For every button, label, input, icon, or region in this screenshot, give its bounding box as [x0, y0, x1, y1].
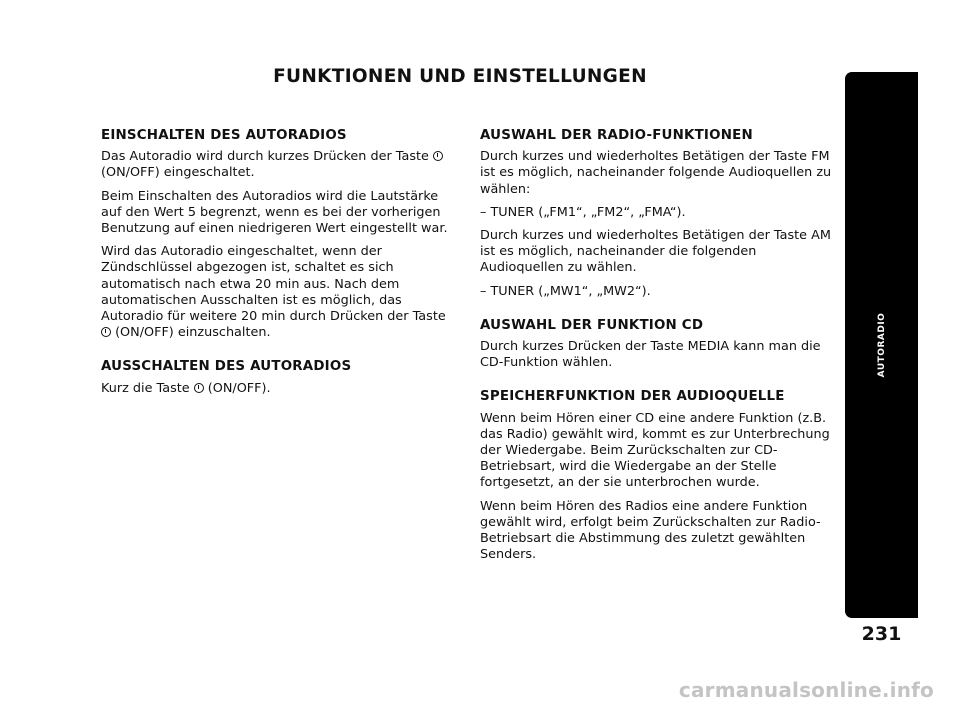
paragraph-radio-4: – TUNER („MW1“, „MW2“).	[480, 283, 651, 299]
text: (ON/OFF).	[203, 380, 271, 396]
heading-speicherfunktion: SPEICHERFUNKTION DER AUDIOQUELLE	[480, 389, 785, 405]
page-number: 231	[861, 623, 902, 645]
text: (ON/OFF) einzuschalten.	[111, 325, 271, 341]
paragraph-radio-2: – TUNER („FM1“, „FM2“, „FMA“).	[480, 204, 686, 220]
paragraph-radio-3: Durch kurzes und wiederholtes Betätigen der Taste AM ist es möglich, nacheinander die folgenden Audioquellen zu wählen.	[480, 228, 831, 276]
power-icon	[101, 327, 111, 337]
power-icon	[194, 383, 204, 393]
paragraph-radio-1: Durch kurzes und wiederholtes Betätigen der Taste FM ist es möglich, nacheinander folgende Audioquellen zu wählen:	[480, 149, 832, 197]
left-column	[101, 128, 457, 404]
paragraph-einschalten-2: Beim Einschalten des Autoradios wird die Lautstärke auf den Wert 5 begrenzt, wenn es bei der vorherigen Benutzung auf einen niedrigeren Wert eingestellt war.	[101, 188, 448, 237]
paragraph-cd: Durch kurzes Drücken der Taste MEDIA kann man die CD-Funktion wählen.	[480, 339, 821, 371]
watermark: carmanualsonline.info	[678, 678, 934, 702]
text: Das Autoradio wird durch kurzes Drücken der Taste	[101, 149, 433, 165]
paragraph-speicher-1: Wenn beim Hören einer CD eine andere Funktion (z.B. das Radio) gewählt wird, kommt es zur Unterbrechung der Wiedergabe. Beim Zurückschalten zur CD-Betriebsart, wird die Wiedergabe an der Stelle fortgesetzt, an der sie unterbrochen wurde.	[480, 410, 830, 491]
paragraph-einschalten-1	[101, 149, 457, 181]
heading-einschalten: EINSCHALTEN DES AUTORADIOS	[101, 128, 347, 143]
text: Wird das Autoradio eingeschaltet, wenn der Zündschlüssel abgezogen ist, schaltet es sich automatisch nach etwa 20 min aus. Nach dem automatischen Ausschalten ist es möglich, das Autoradio für weitere 20 min durch Drücken der Taste	[101, 244, 446, 325]
paragraph-speicher-2: Wenn beim Hören des Radios eine andere Funktion gewählt wird, erfolgt beim Zurückschalten zur Radio-Betriebsart die Abstimmung des zuletzt gewählten Senders.	[480, 498, 821, 563]
text: (ON/OFF) eingeschaltet.	[101, 165, 255, 181]
paragraph-ausschalten	[101, 381, 457, 397]
heading-radio-funktionen: AUSWAHL DER RADIO-FUNKTIONEN	[480, 128, 753, 143]
side-tab	[845, 72, 918, 618]
right-column	[480, 128, 832, 570]
side-tab-label: AUTORADIO	[876, 312, 887, 378]
power-icon	[433, 151, 443, 161]
heading-funktion-cd: AUSWAHL DER FUNKTION CD	[480, 317, 704, 333]
heading-ausschalten: AUSSCHALTEN DES AUTORADIOS	[101, 359, 352, 375]
paragraph-einschalten-3	[101, 244, 457, 341]
page-title: FUNKTIONEN UND EINSTELLUNGEN	[273, 66, 647, 87]
text: Kurz die Taste	[101, 380, 194, 396]
